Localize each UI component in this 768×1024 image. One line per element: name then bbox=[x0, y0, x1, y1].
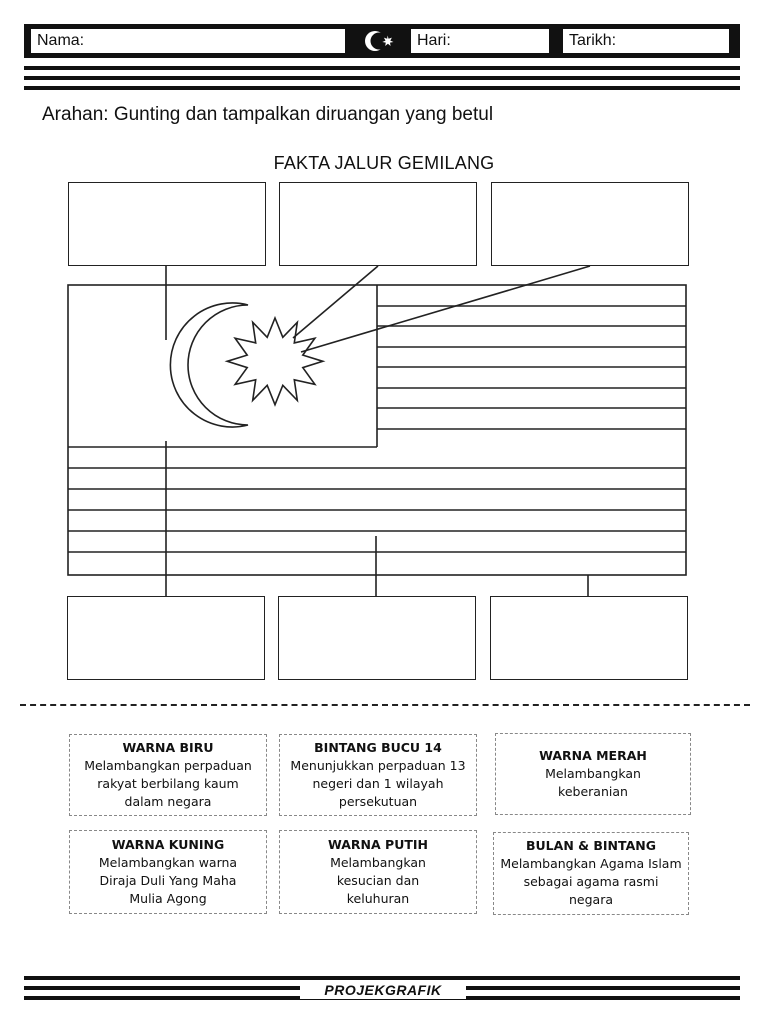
card-text: Melambangkan keberanian bbox=[545, 765, 641, 799]
answer-box-bottom-2[interactable] bbox=[278, 596, 476, 680]
card-title: WARNA KUNING bbox=[111, 836, 225, 852]
card-text: Melambangkan kesucian dan keluhuran bbox=[330, 854, 426, 906]
day-label: Hari: bbox=[417, 32, 451, 49]
page-title: FAKTA JALUR GEMILANG bbox=[273, 153, 495, 173]
connector-top-3 bbox=[301, 266, 590, 352]
card-warna-merah[interactable] bbox=[495, 733, 691, 815]
answer-box-bottom-1[interactable] bbox=[67, 596, 265, 680]
cut-line bbox=[20, 704, 750, 706]
date-label: Tarikh: bbox=[569, 32, 617, 49]
footer-rule-1 bbox=[24, 976, 740, 980]
card-title: WARNA PUTIH bbox=[328, 836, 428, 852]
card-text: Melambangkan Agama Islam sebagai agama rasmi negara bbox=[500, 856, 682, 907]
card-warna-putih[interactable] bbox=[279, 830, 477, 914]
card-bulan-bintang[interactable] bbox=[493, 832, 689, 915]
connector-top-2 bbox=[293, 266, 378, 338]
card-title: WARNA MERAH bbox=[539, 747, 647, 763]
footer-brand: PROJEKGRAFIK bbox=[300, 981, 466, 999]
card-warna-biru[interactable] bbox=[69, 734, 267, 816]
card-text: Menunjukkan perpaduan 13 negeri dan 1 wilayah persekutuan bbox=[290, 757, 466, 809]
star-icon bbox=[227, 318, 323, 405]
card-warna-kuning[interactable] bbox=[69, 830, 267, 914]
card-text: Melambangkan perpaduan rakyat berbilang kaum dalam negara bbox=[84, 757, 252, 809]
card-text: Melambangkan warna Diraja Duli Yang Maha Mulia Agong bbox=[98, 854, 238, 906]
card-title: WARNA BIRU bbox=[122, 739, 214, 755]
card-title: BINTANG BUCU 14 bbox=[314, 739, 442, 755]
answer-box-bottom-3[interactable] bbox=[490, 596, 688, 680]
card-bintang-bucu-14[interactable] bbox=[279, 734, 477, 816]
instruction-text: Arahan: Gunting dan tampalkan diruangan yang betul bbox=[42, 104, 494, 125]
name-label: Nama: bbox=[37, 32, 85, 49]
card-title: BULAN & BINTANG bbox=[526, 838, 656, 853]
